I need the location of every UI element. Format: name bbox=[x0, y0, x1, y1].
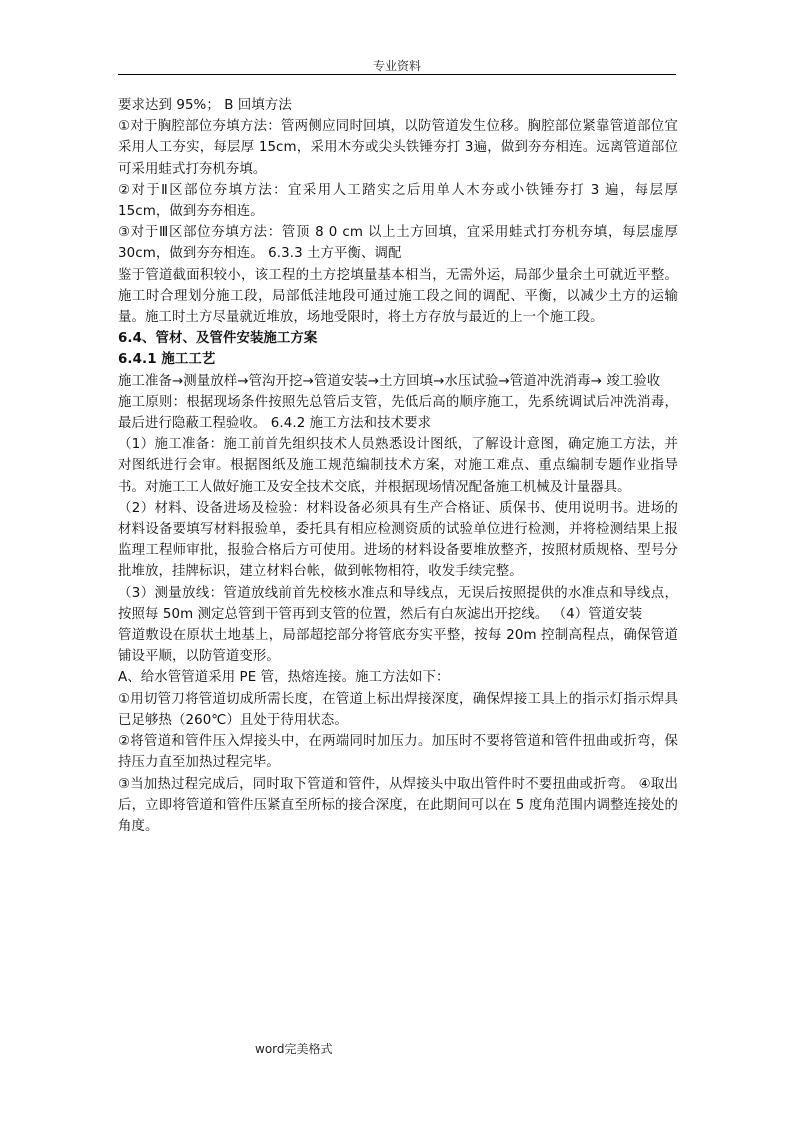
paragraph-surveying: （3）测量放线：管道放线前首先校核水准点和导线点，无误后按照提供的水准点和导线点，按照每 50m 测定总管到干管再到支管的位置，然后有白灰滤出开挖线。 （4）管道安装 bbox=[118, 585, 678, 622]
paragraph-step-2-pressing: ②将管道和管件压入焊接头中，在两端同时加压力。加压时不要将管道和管件扭曲或折弯，保持压力直至加热过程完毕。 bbox=[118, 734, 678, 771]
paragraph-process-flow: 施工准备→测量放样→管沟开挖→管道安装→土方回填→水压试验→管道冲洗消毒→ 竣工验收 bbox=[118, 373, 661, 389]
paragraph-step-3-4-joining: ③当加热过程完成后，同时取下管道和管件，从焊接头中取出管件时不要扭曲或折弯。 ④取出后，立即将管道和管件压紧直至所标的接合深度，在此期间可以在 5 度角范围内调整连接处的角度。 bbox=[118, 776, 678, 834]
paragraph-chest-zone-compaction: ①对于胸腔部位夯填方法：管两侧应同时回填，以防管道发生位移。胸腔部位紧靠管道部位宜采用人工夯实，每层厚 15cm，采用木夯或尖头铁锤夯打 3遍，做到夯夯相连。远离管道部位可采用蛙式打夯机夯填。 bbox=[118, 119, 678, 177]
paragraph-preparation: （1）施工准备：施工前首先组织技术人员熟悉设计图纸，了解设计意图，确定施工方法，并对图纸进行会审。根据图纸及施工规范编制技术方案，对施工难点、重点编制专题作业指导书。对施工工人做好施工及安全技术交底，并根据现场情况配备施工机械及计量器具。 bbox=[118, 437, 678, 495]
section-heading-6-4-1: 6.4.1 施工工艺 bbox=[118, 352, 216, 368]
paragraph-zone-2-compaction: ②对于Ⅱ区部位夯填方法：宜采用人工踏实之后用单人木夯或小铁锤夯打 3 遍，每层厚 15cm，做到夯夯相连。 bbox=[118, 182, 678, 220]
header-divider bbox=[118, 74, 676, 75]
page-header: 专业资料 bbox=[372, 59, 421, 73]
paragraph-construction-principle: 施工原则：根据现场条件按照先总管后支管，先低后高的顺序施工，先系统调试后冲洗消毒，最后进行隐蔽工程验收。 6.4.2 施工方法和技术要求 bbox=[118, 394, 678, 432]
document-body bbox=[118, 95, 678, 837]
paragraph-zone-3-compaction: ③对于Ⅲ区部位夯填方法：管顶 8 0 cm 以上土方回填，宜采用蛙式打夯机夯填，每层虚厚 30cm，做到夯夯相连。 6.3.3 土方平衡、调配 bbox=[118, 225, 678, 262]
paragraph-pe-pipe: A、给水管管道采用 PE 管，热熔连接。施工方法如下： bbox=[118, 670, 450, 686]
paragraph-backfill-requirement: 要求达到 95%； B 回填方法 bbox=[118, 98, 292, 113]
paragraph-step-1-cutting: ①用切管刀将管道切成所需长度，在管道上标出焊接深度，确保焊接工具上的指示灯指示焊具已足够热（260℃）且处于待用状态。 bbox=[118, 691, 678, 728]
page-footer: word完美格式 bbox=[255, 1042, 333, 1056]
paragraph-pipe-laying: 管道敷设在原状土地基上，局部超挖部分将管底夯实平整，按每 20m 控制高程点，确保管道铺设平顺，以防管道变形。 bbox=[118, 628, 678, 665]
paragraph-earthwork-balance: 鉴于管道截面积较小，该工程的土方挖填量基本相当，无需外运，局部少量余土可就近平整。施工时合理划分施工段，局部低洼地段可通过施工段之间的调配、平衡，以减少土方的运输量。施工时土方尽量就近堆放，场地受限时，将土方存放与最近的上一个施工段。 bbox=[118, 267, 678, 326]
paragraph-materials-inspection: （2）材料、设备进场及检验：材料设备必须具有生产合格证、质保书、使用说明书。进场的材料设备要填写材料报验单，委托具有相应检测资质的试验单位进行检测，并将检测结果上报监理工程师审批，报验合格后方可使用。进场的材料设备要堆放整齐，按照材质规格、型号分批堆放，挂牌标识，建立材料台帐，做到帐物相符，收发手续完整。 bbox=[118, 500, 678, 580]
section-heading-6-4: 6.4、管材、及管件安装施工方案 bbox=[118, 331, 318, 347]
